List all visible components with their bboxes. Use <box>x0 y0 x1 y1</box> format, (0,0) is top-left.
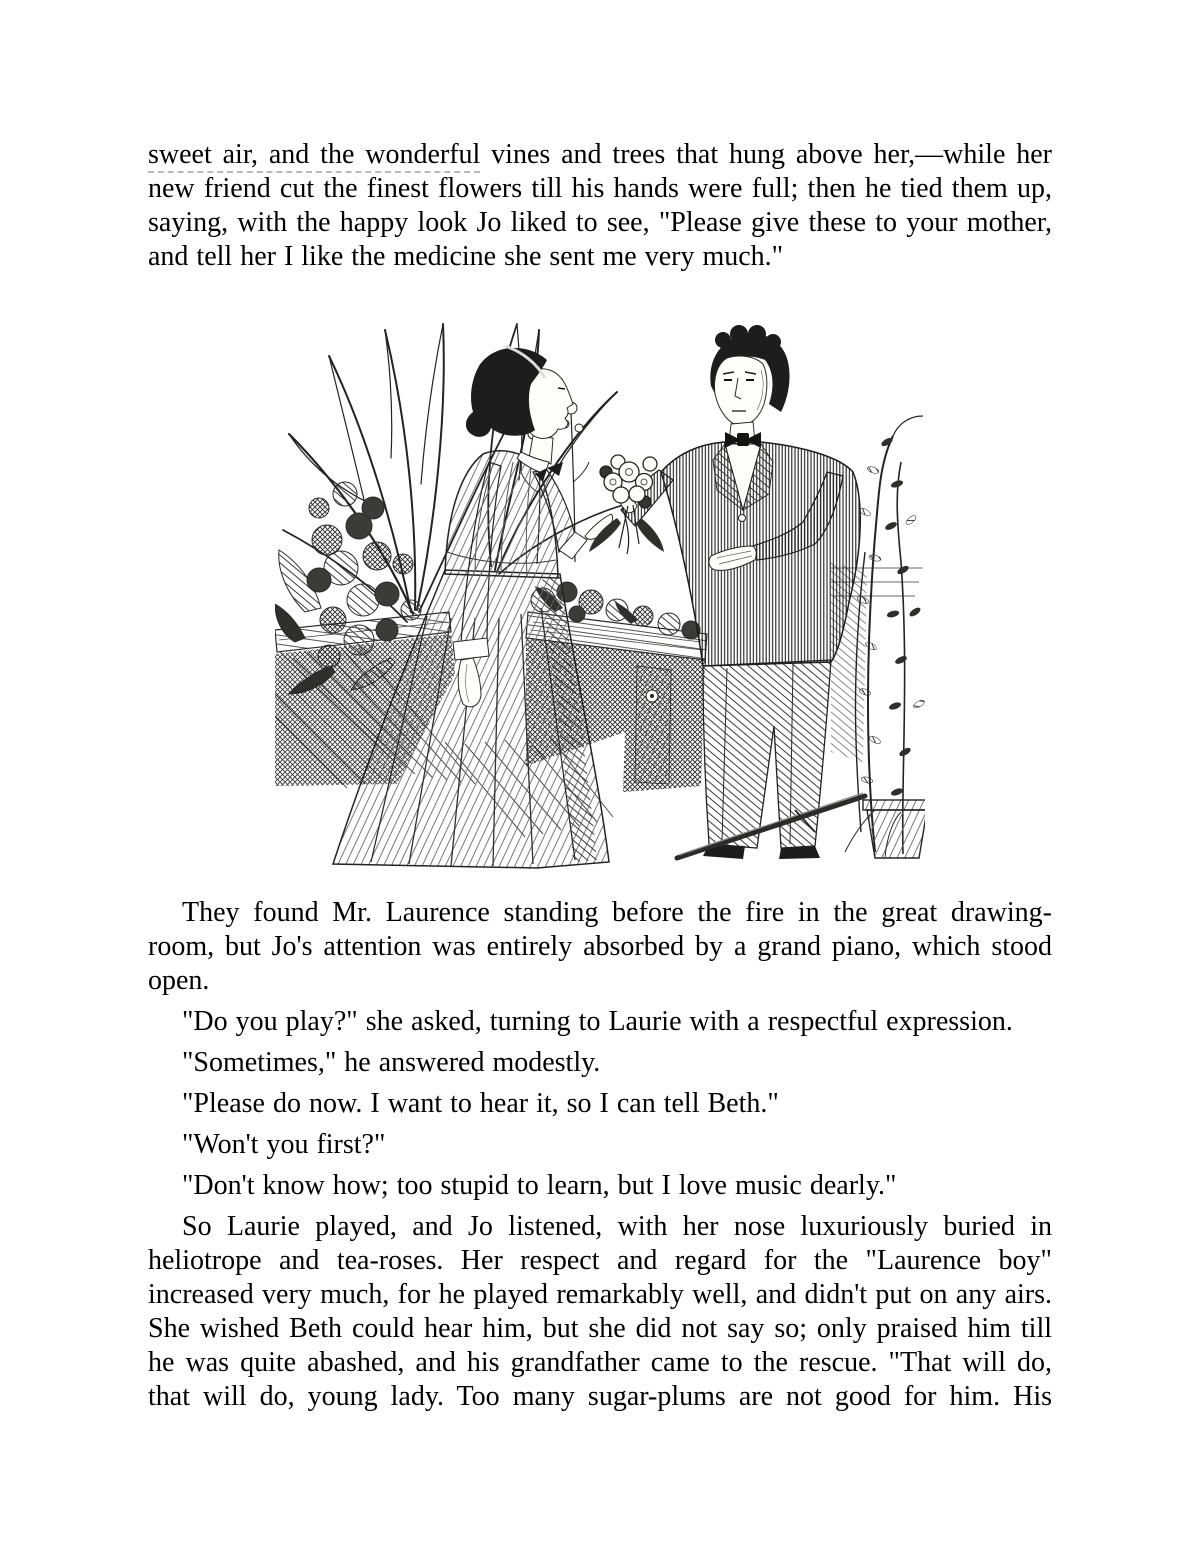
dialogue-dont-know-how: "Don't know how; too stupid to learn, but I love music dearly." <box>182 1170 897 1201</box>
dialogue-wont-you-first: "Won't you first?" <box>182 1129 386 1160</box>
flower-pot <box>867 810 925 858</box>
flower-pot-rim <box>863 800 925 810</box>
dialogue-sometimes: "Sometimes," he answered modestly. <box>182 1047 601 1078</box>
garden-illustration <box>275 312 925 874</box>
paragraph-so-laurie-played: So Laurie played, and Jo listened, with her nose luxuriously buried in heliotrope and tea-roses. Her respect and regard for the "Laurence boy" increased very much, for he played remarkably well, and didn't put on any airs. She wished Beth could hear him, but she did not say so; only praised him till he was quite abashed, and his grandfather came to the rescue. "That will do, that will do, young lady. Too many sugar-plums are not good for him. His <box>148 1211 1052 1412</box>
engraving-svg <box>275 312 925 874</box>
dashed-underlined-text: sweet air, and the wonderful <box>148 139 480 173</box>
page-text-column <box>148 138 1052 1414</box>
paragraph-they-found: They found Mr. Laurence standing before the fire in the great drawing-room, but Jo's attention was entirely absorbed by a grand piano, which stood open. <box>148 897 1052 996</box>
garden-stick <box>677 793 865 858</box>
dialogue-please-do-now: "Please do now. I want to hear it, so I can tell Beth." <box>182 1088 779 1119</box>
paragraph-text: vines and trees that hung above her,—while her new friend cut the finest flowers till his hands were full; then he tied them up, saying, with the happy look Jo liked to see, "Please give these to your mother, and tell her I like the medicine she sent me very much." <box>148 139 1052 272</box>
dialogue-do-you-play: "Do you play?" she asked, turning to Laurie with a respectful expression. <box>182 1006 1013 1037</box>
paragraph-sweet-air <box>148 138 1052 274</box>
